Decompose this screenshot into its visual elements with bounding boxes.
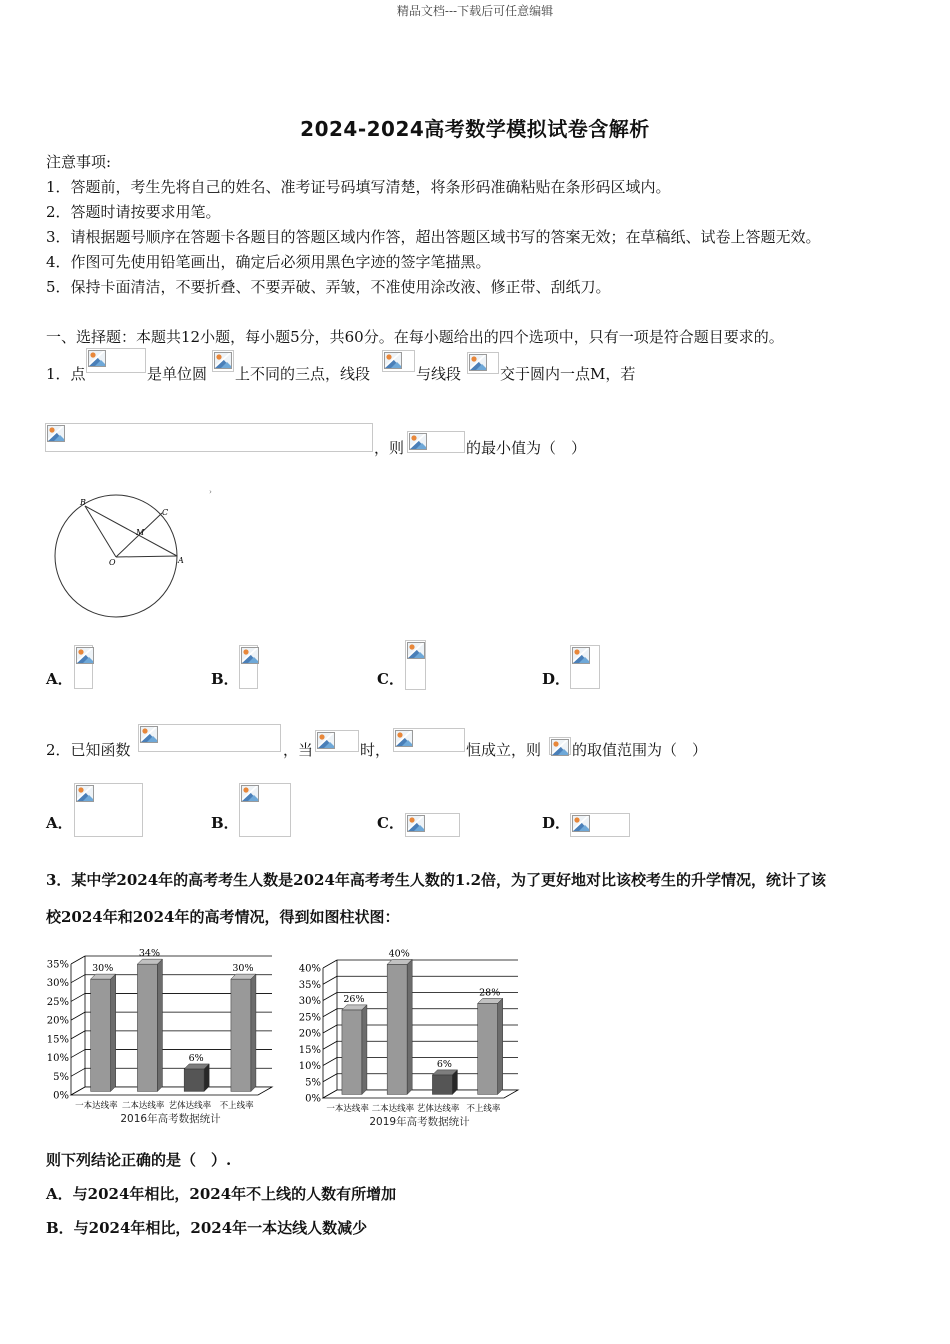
y-tick-label: 15% (298, 1044, 321, 1056)
option-c-image[interactable] (405, 813, 460, 837)
q1-text-5: 交于圆内一点M，若 (500, 365, 636, 383)
broken-image-icon (407, 642, 425, 659)
unit-circle-figure (44, 488, 220, 624)
y-tick-label: 35% (46, 959, 69, 971)
q3-option-b[interactable]: B．与2024年相比，2024年一本达线人数减少 (46, 1219, 368, 1237)
broken-image-icon (76, 785, 94, 802)
q3-question: 则下列结论正确的是（ ）. (46, 1151, 232, 1169)
segment-oa (116, 556, 177, 557)
segment-ob (85, 506, 116, 557)
formula-image (382, 350, 415, 372)
bar-side (251, 974, 256, 1091)
y-tick-label: 25% (298, 1012, 321, 1024)
q1-text-7: 的最小值为（ ） (466, 439, 587, 457)
gridline-depth (323, 1009, 337, 1017)
y-tick-label: 30% (46, 978, 69, 990)
notes-item-1: 1．答题前，考生先将自己的姓名、准考证号码填写清楚，将条形码准确粘贴在条形码区域内。 (46, 178, 671, 196)
formula-image (407, 431, 465, 453)
q2-option-c-label: C． (377, 814, 404, 832)
gridline-depth (71, 1068, 85, 1076)
notes-item-4: 4．作图可先使用铅笔画出，确定后必须用黑色字迹的签字笔描黑。 (46, 253, 491, 271)
point-label-b: B (80, 498, 86, 507)
data-label: 6% (436, 1058, 452, 1070)
bar (342, 1010, 362, 1095)
gridline-depth (323, 1041, 337, 1049)
q3-option-a[interactable]: A．与2024年相比，2024年不上线的人数有所增加 (46, 1185, 397, 1203)
broken-image-icon (214, 352, 232, 369)
option-b-image[interactable] (239, 645, 258, 689)
bar-side (407, 959, 412, 1094)
broken-image-icon (88, 350, 106, 367)
gridline-depth (323, 1074, 337, 1082)
y-tick-label: 20% (298, 1028, 321, 1040)
bar-side (157, 959, 162, 1091)
y-tick-label: 40% (298, 963, 321, 975)
broken-image-icon (551, 739, 569, 756)
q1-text-1: 1．点 (46, 365, 86, 383)
data-label: 6% (188, 1052, 204, 1064)
point-label-o: O (109, 558, 116, 567)
point-label-c: C (162, 508, 169, 517)
broken-image-icon (572, 815, 590, 832)
broken-image-icon (395, 730, 413, 747)
y-tick-label: 5% (305, 1077, 321, 1089)
broken-image-icon (76, 647, 94, 664)
q2-option-d-label: D． (542, 814, 571, 832)
gridline-depth (71, 956, 85, 964)
y-tick-label: 15% (46, 1034, 69, 1046)
q1-text-4: 与线段 (416, 365, 462, 383)
q2-text-2: ，当 (283, 741, 314, 759)
broken-image-icon (384, 352, 402, 369)
notes-item-2: 2．答题时请按要求用笔。 (46, 203, 221, 221)
bar (387, 964, 407, 1094)
data-label: 30% (232, 963, 254, 975)
point-label-a: A (178, 556, 184, 565)
y-tick-label: 0% (305, 1093, 321, 1105)
formula-image (212, 350, 234, 372)
bar-side (498, 998, 503, 1094)
gridline-depth (323, 976, 337, 984)
broken-image-icon (469, 354, 487, 371)
q2-option-a-label: A． (46, 814, 73, 832)
x-tick-label: 艺体达线率 (168, 1101, 212, 1111)
data-label: 30% (92, 963, 114, 975)
gridline-depth (323, 993, 337, 1001)
bar-side (204, 1064, 209, 1091)
option-a-image[interactable] (74, 645, 93, 689)
q2-text-4: 恒成立，则 (466, 741, 542, 759)
formula-image (315, 730, 359, 752)
y-tick-label: 25% (46, 996, 69, 1008)
x-tick-label: 一本达线率 (326, 1104, 369, 1114)
q1-text-2: 是单位圆 (147, 365, 208, 383)
formula-image (549, 737, 571, 755)
option-a-image[interactable] (74, 783, 143, 837)
gridline-depth (71, 1012, 85, 1020)
q3-text-line1: 3．某中学2024年的高考考生人数是2024年高考考生人数的1.2倍，为了更好地对比该校考生的升学情况，统计了该 (46, 871, 827, 889)
q1-option-d-label: D． (542, 670, 571, 688)
bar-side (111, 974, 116, 1091)
formula-image (467, 352, 499, 374)
broken-image-icon (407, 815, 425, 832)
gridline-depth (71, 993, 85, 1001)
broken-image-icon (572, 647, 590, 664)
y-tick-label: 35% (298, 979, 321, 991)
option-d-image[interactable] (570, 813, 630, 837)
broken-image-icon (241, 647, 259, 664)
y-tick-label: 10% (46, 1053, 69, 1065)
gridline-depth (71, 1031, 85, 1039)
data-label: 28% (479, 987, 501, 999)
bar (478, 1003, 498, 1094)
bar-side (362, 1005, 367, 1095)
broken-image-icon (317, 732, 335, 749)
section-heading: 一、选择题：本题共12小题，每小题5分，共60分。在每小题给出的四个选项中，只有一项是符合题目要求的。 (46, 328, 784, 346)
data-label: 40% (388, 948, 410, 960)
point-label-m: M (136, 528, 145, 537)
page-title: 2024-2024高考数学模拟试卷含解析 (300, 117, 650, 141)
option-d-image[interactable] (570, 645, 600, 689)
q2-text-1: 2．已知函数 (46, 741, 131, 759)
chart-title: 2019年高考数据统计 (369, 1116, 470, 1128)
q1-option-c-label: C． (377, 670, 404, 688)
gridline-depth (323, 1058, 337, 1066)
option-c-image[interactable] (405, 640, 426, 690)
notes-item-3: 3．请根据题号顺序在答题卡各题目的答题区域内作答，超出答题区域书写的答案无效；在草稿纸、试卷上答题无效。 (46, 228, 821, 246)
bar-chart-2019 (296, 937, 526, 1132)
formula-image (393, 728, 465, 752)
broken-image-icon (241, 785, 259, 802)
y-tick-label: 20% (46, 1015, 69, 1027)
q1-text-6: ，则 (374, 439, 405, 457)
y-tick-label: 5% (53, 1071, 69, 1083)
bar (432, 1075, 452, 1095)
bar (137, 964, 157, 1091)
q1-text-3: 上不同的三点，线段 (235, 365, 371, 383)
gridline-depth (71, 975, 85, 983)
y-tick-label: 30% (298, 996, 321, 1007)
svg-text:›: › (209, 488, 212, 496)
x-tick-label: 艺体达线率 (416, 1104, 460, 1114)
x-tick-label: 二本达线率 (121, 1101, 165, 1111)
q1-option-a-label: A． (46, 670, 73, 688)
broken-image-icon (409, 433, 427, 450)
x-tick-label: 不上线率 (219, 1101, 254, 1111)
gridline-depth (71, 1050, 85, 1058)
bar (184, 1069, 204, 1091)
formula-image (138, 724, 281, 752)
data-label: 34% (138, 948, 160, 960)
chart-title: 2016年高考数据统计 (120, 1113, 221, 1125)
y-tick-label: 0% (53, 1090, 69, 1102)
x-tick-label: 不上线率 (466, 1104, 501, 1114)
bar (231, 979, 251, 1091)
q3-text-line2: 校2024年和2024年的高考情况，得到如图柱状图： (46, 908, 400, 926)
data-label: 26% (343, 993, 365, 1005)
option-b-image[interactable] (239, 783, 291, 837)
gridline-depth (323, 1025, 337, 1033)
page-header: 精品文档---下载后可任意编辑 (396, 4, 554, 18)
q2-text-5: 的取值范围为（ ） (572, 741, 708, 759)
q2-option-b-label: B． (211, 814, 239, 832)
bar-chart-2016 (44, 935, 280, 1132)
gridline-depth (323, 960, 337, 968)
notes-heading: 注意事项: (46, 153, 112, 171)
formula-image (45, 423, 373, 452)
x-tick-label: 一本达线率 (75, 1101, 118, 1111)
broken-image-icon (47, 425, 65, 442)
bar (91, 979, 111, 1091)
q2-text-3: 时， (360, 741, 391, 759)
broken-image-icon (140, 726, 158, 743)
x-tick-label: 二本达线率 (371, 1104, 415, 1114)
notes-item-5: 5．保持卡面清洁，不要折叠、不要弄破、弄皱，不准使用涂改液、修正带、刮纸刀。 (46, 278, 611, 296)
y-tick-label: 10% (298, 1061, 321, 1072)
q1-option-b-label: B． (211, 670, 239, 688)
formula-image (86, 348, 146, 373)
